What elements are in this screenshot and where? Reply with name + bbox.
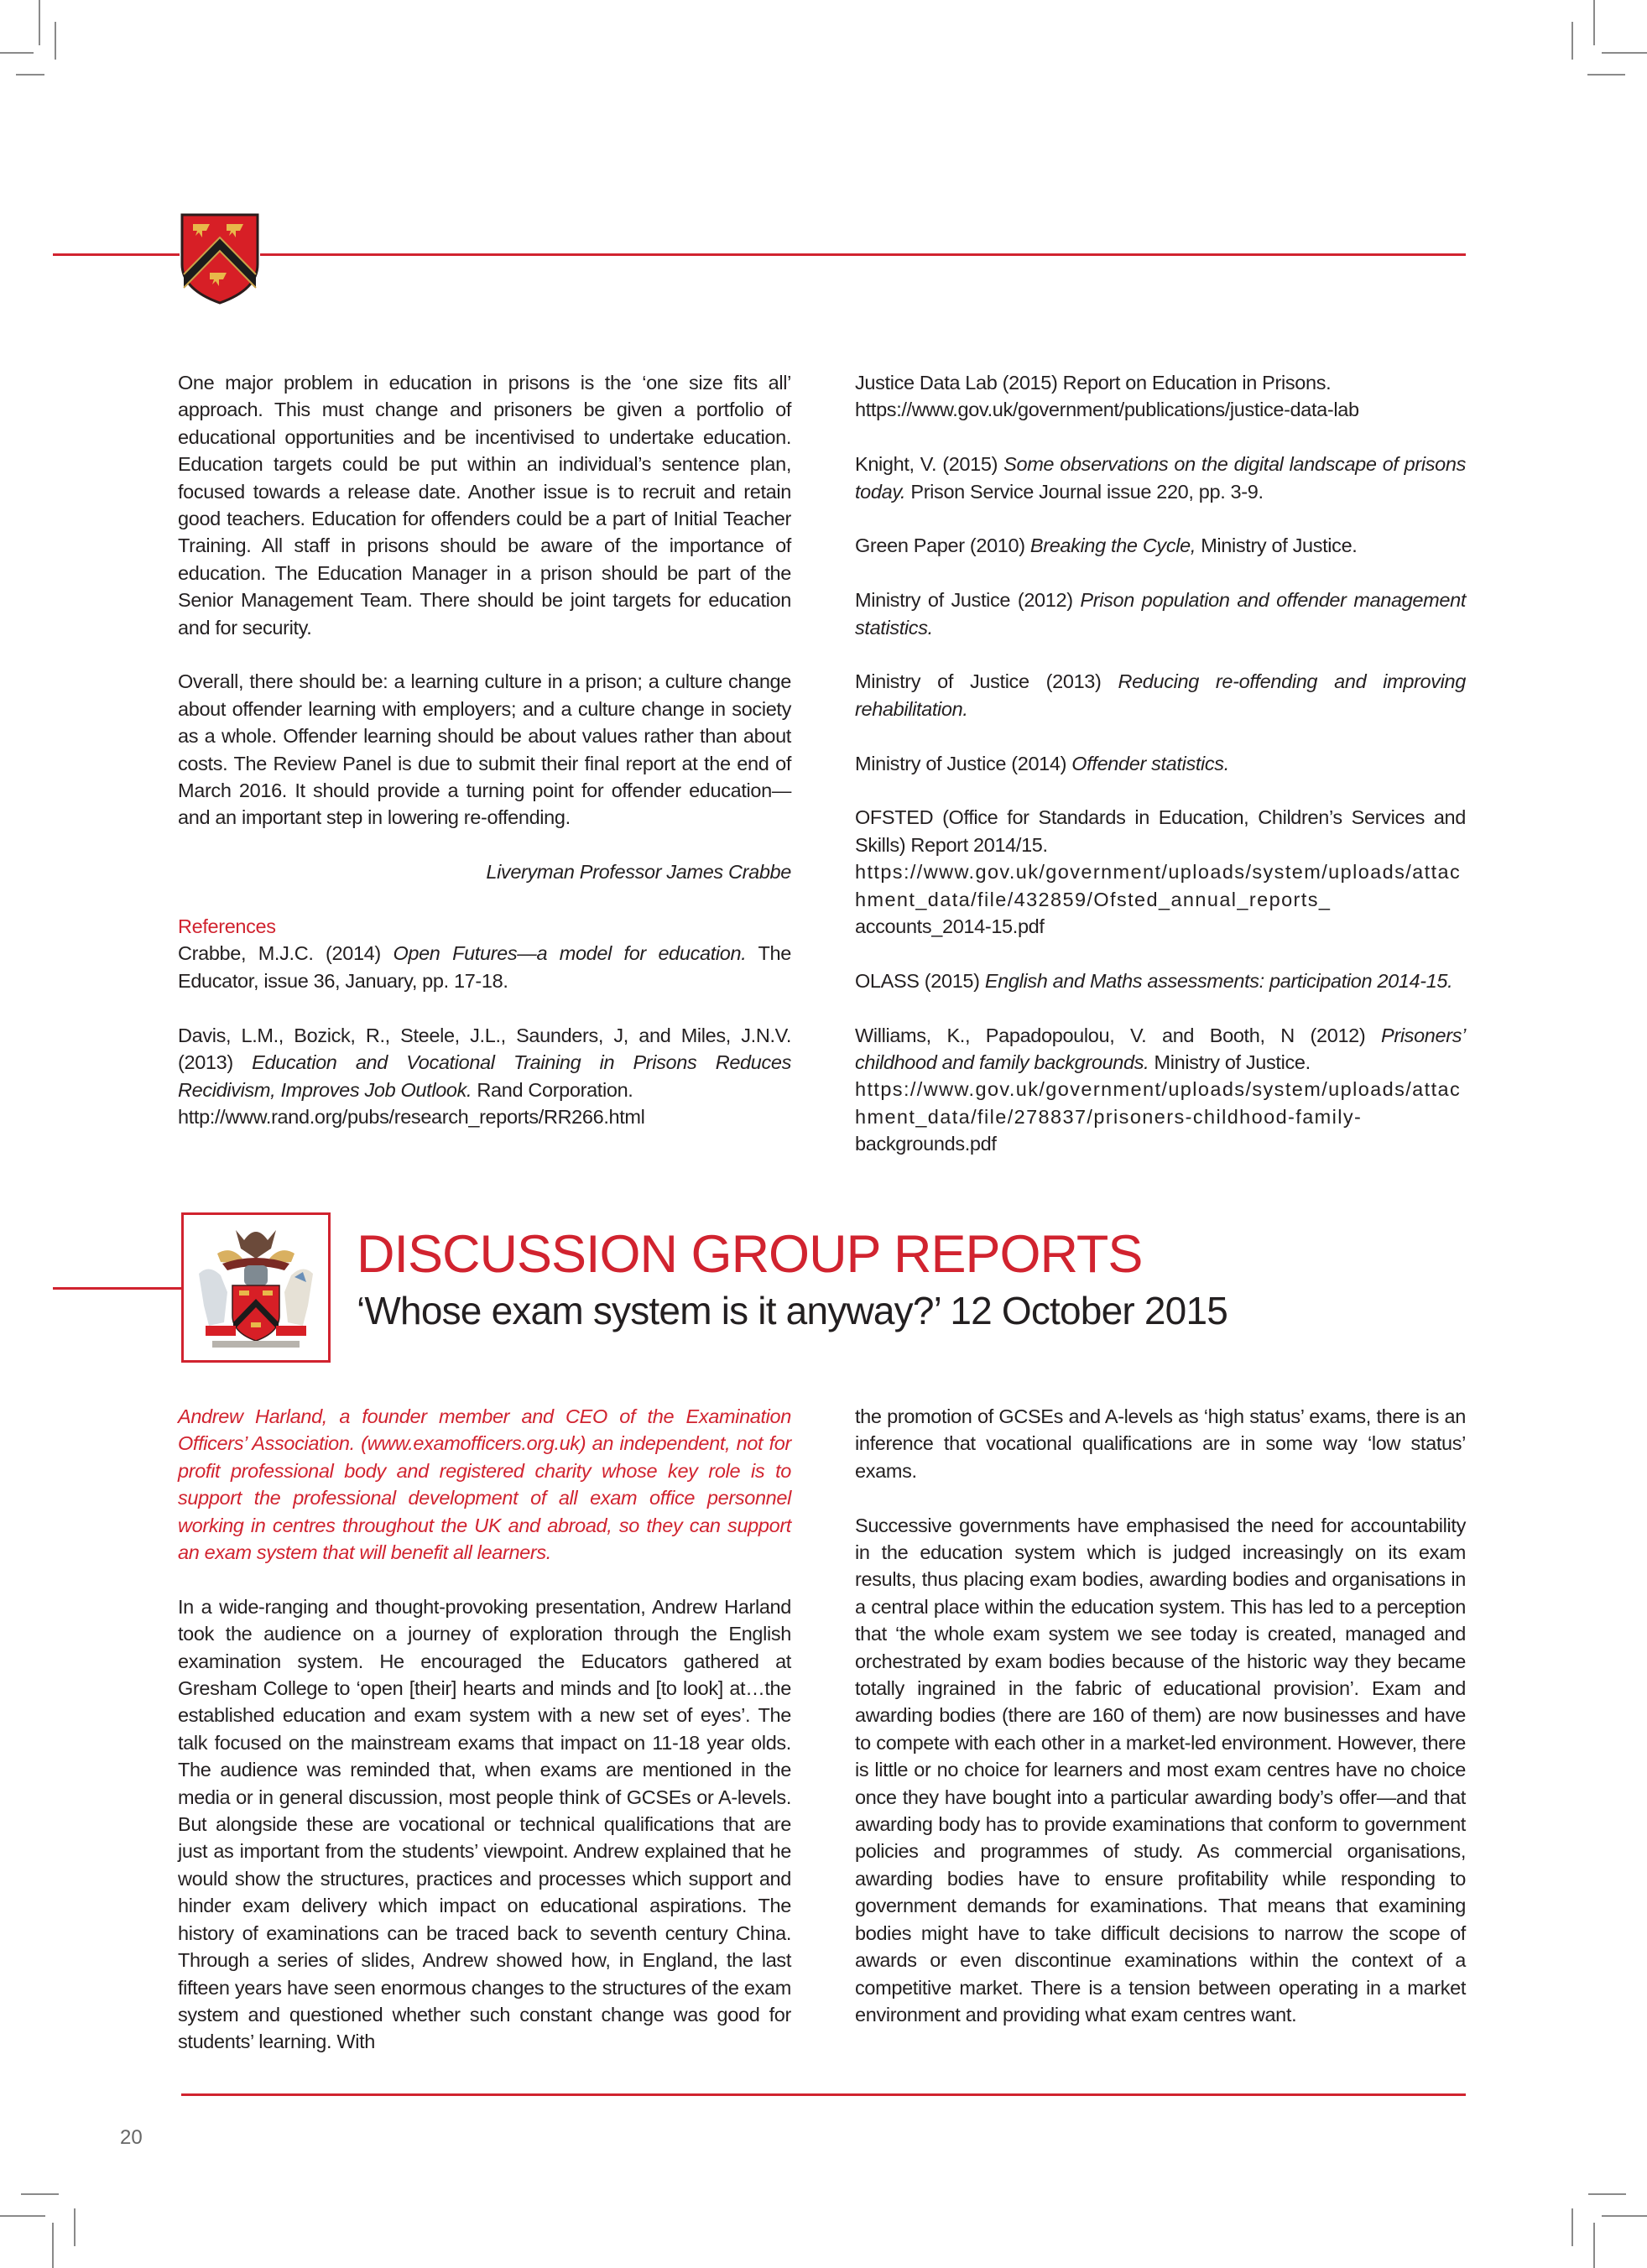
crop-mark [39,0,40,45]
reference-item: Ministry of Justice (2014) Offender statistics. [855,752,1229,774]
reference-item: Ministry of Justice (2012) Prison population and offender management statistics. [855,589,1466,639]
crop-mark [16,74,44,76]
reference-link-tail[interactable]: backgrounds.pdf [855,1133,997,1155]
crop-mark [0,52,34,54]
crop-mark [74,2208,76,2246]
right-column-top [855,369,1466,1185]
reference-item: Green Paper (2010) Breaking the Cycle, Ministry of Justice. [855,534,1358,557]
crop-mark [1593,2223,1595,2268]
section-subtitle: ‘Whose exam system is it anyway?’ 12 October 2015 [357,1289,1228,1332]
body-paragraph: Successive governments have emphasised the need for accountability in the education system which is judged increasingly on its exam results, thus placing exam bodies, awarding bodies and organisations in a central place within the education system. This has led to a perception that ‘the whole exam system we see today is created, managed and orchestrated by exam bodies because of the historic way they became totally ingrained in the fabric of educational provision’. Exam and awarding bodies (there are 160 of them) are now businesses and have to compete with each other in a market-led environment. However, there is little or no choice for learners and most exam centres have no choice once they have bought into a particular awarding body’s offer—and that awarding body has to provide examinations that conform to government policies and programmes of study. As commercial organisations, awarding bodies have to ensure profitability while responding to government demands for examinations. That means that examining bodies might have to take difficult decisions to narrow the scope of awards or even discontinue examinations within the context of a competitive market. There is a tension between operating in a market environment and providing what exam centres want. [855,1514,1466,2026]
crop-mark [1593,0,1595,45]
reference-item: Williams, K., Papadopoulou, V. and Booth, N (2012) Prisoners’ childhood and family backgrounds. Ministry of Justice. [855,1024,1466,1074]
body-paragraph: Overall, there should be: a learning culture in a prison; a culture change about offender learning with employers; and a culture change in society as a whole. Offender learning should be about values rather than about costs. The Review Panel is due to submit their final report at the end of March 2016. It should provide a turning point for offender education—and an important step in lowering re-offending. [178,670,791,829]
body-paragraph: In a wide-ranging and thought-provoking presentation, Andrew Harland took the audience on a journey of exploration through the English examination system. He encouraged the Educators gathered at Gresham College to ‘open [their] hearts and minds and [to look] at…the established education and exam system with a new set of eyes’. The talk focused on the mainstream exams that impact on 11-18 year olds. The audience was reminded that, when exams are mentioned in the media or in general discussion, most people think of GCSEs or A-levels. But alongside these are vocational or technical qualifications that are just as important from the students’ viewpoint. Andrew explained that he would show the structures, practices and processes which support and hinder exam delivery which impact on educational aspirations. The history of examinations can be traced back to seventh century China. Through a series of slides, Andrew showed how, in England, the last fifteen years have seen enormous changes to the structures of the exam system and questioned whether such constant change was good for students’ learning. With [178,1595,791,2053]
reference-link[interactable]: https://www.gov.uk/government/uploads/system/uploads/attachment_data/file/278837/prisoners-childhood-family- [855,1078,1462,1128]
reference-item: OFSTED (Office for Standards in Education, Children’s Services and Skills) Report 2014/15. [855,806,1466,856]
crop-mark [1602,52,1647,54]
crop-mark [52,2223,54,2268]
livery-coat-of-arms-icon [184,1215,328,1360]
reference-item: Ministry of Justice (2013) Reducing re-offending and improving rehabilitation. [855,670,1466,720]
footer-rule [181,2093,1466,2096]
header-rule [53,253,1466,256]
reference-item: Davis, L.M., Bozick, R., Steele, J.L., Saunders, J, and Miles, J.N.V. (2013) Education and Vocational Training in Prisons Reduces Recidivism, Improves Job Outlook. Rand Corporation. [178,1024,791,1101]
crop-mark [21,2193,59,2195]
references-heading: References [178,915,276,938]
crop-mark [1571,2208,1573,2246]
crop-mark [1602,2215,1647,2217]
reference-item: Justice Data Lab (2015) Report on Education in Prisons. https://www.gov.uk/government/publications/justice-data-lab [855,372,1359,421]
crest-frame [181,1212,331,1363]
body-paragraph: the promotion of GCSEs and A-levels as ‘high status’ exams, there is an inference that vocational qualifications are in some way ‘low status’ exams. [855,1405,1466,1482]
reference-item: Knight, V. (2015) Some observations on the digital landscape of prisons today. Prison Service Journal issue 220, pp. 3-9. [855,453,1466,503]
reference-item: Crabbe, M.J.C. (2014) Open Futures—a model for education. The Educator, issue 36, January, pp. 17-18. [178,942,791,992]
reference-link-tail[interactable]: accounts_2014-15.pdf [855,915,1045,938]
left-column-top [178,369,791,1158]
right-column-bottom [855,1403,1466,2028]
speaker-intro: Andrew Harland, a founder member and CEO of the Examination Officers’ Association. (www.examofficers.org.uk) an independent, not for profit professional body and registered charity whose key role is to support the professional development of all exam office personnel working in centres throughout the UK and abroad, so they can support an exam system that will benefit all learners. [178,1405,791,1564]
reference-link[interactable]: http://www.rand.org/pubs/research_reports/RR266.html [178,1105,645,1128]
left-column-bottom [178,1403,791,2056]
reference-item: OLASS (2015) English and Maths assessments: participation 2014-15. [855,969,1453,992]
crop-mark [55,22,56,60]
reference-link[interactable]: https://www.gov.uk/government/uploads/system/uploads/attachment_data/file/432859/Ofsted_annual_reports_ [855,861,1462,910]
section-rule [53,1287,181,1290]
crop-mark [1588,2193,1626,2195]
page-number: 20 [120,2126,143,2149]
crop-mark [1571,22,1573,60]
crop-mark [0,2215,45,2217]
section-title: DISCUSSION GROUP REPORTS [357,1225,1143,1284]
author-signature: Liveryman Professor James Crabbe [486,861,791,884]
crop-mark [1587,74,1625,76]
body-paragraph: One major problem in education in prisons is the ‘one size fits all’ approach. This must change and prisoners be given a portfolio of educational opportunities and be incentivised to undertake education. Education targets could be put within an individual’s sentence plan, focused towards a release date. Another issue is to recruit and retain good teachers. Education for offenders could be a part of Initial Teacher Training. All staff in prisons should be aware of the importance of education. The Education Manager in a prison should be part of the Senior Management Team. There should be joint targets for education and for security. [178,372,791,639]
college-shield-icon [180,212,260,305]
